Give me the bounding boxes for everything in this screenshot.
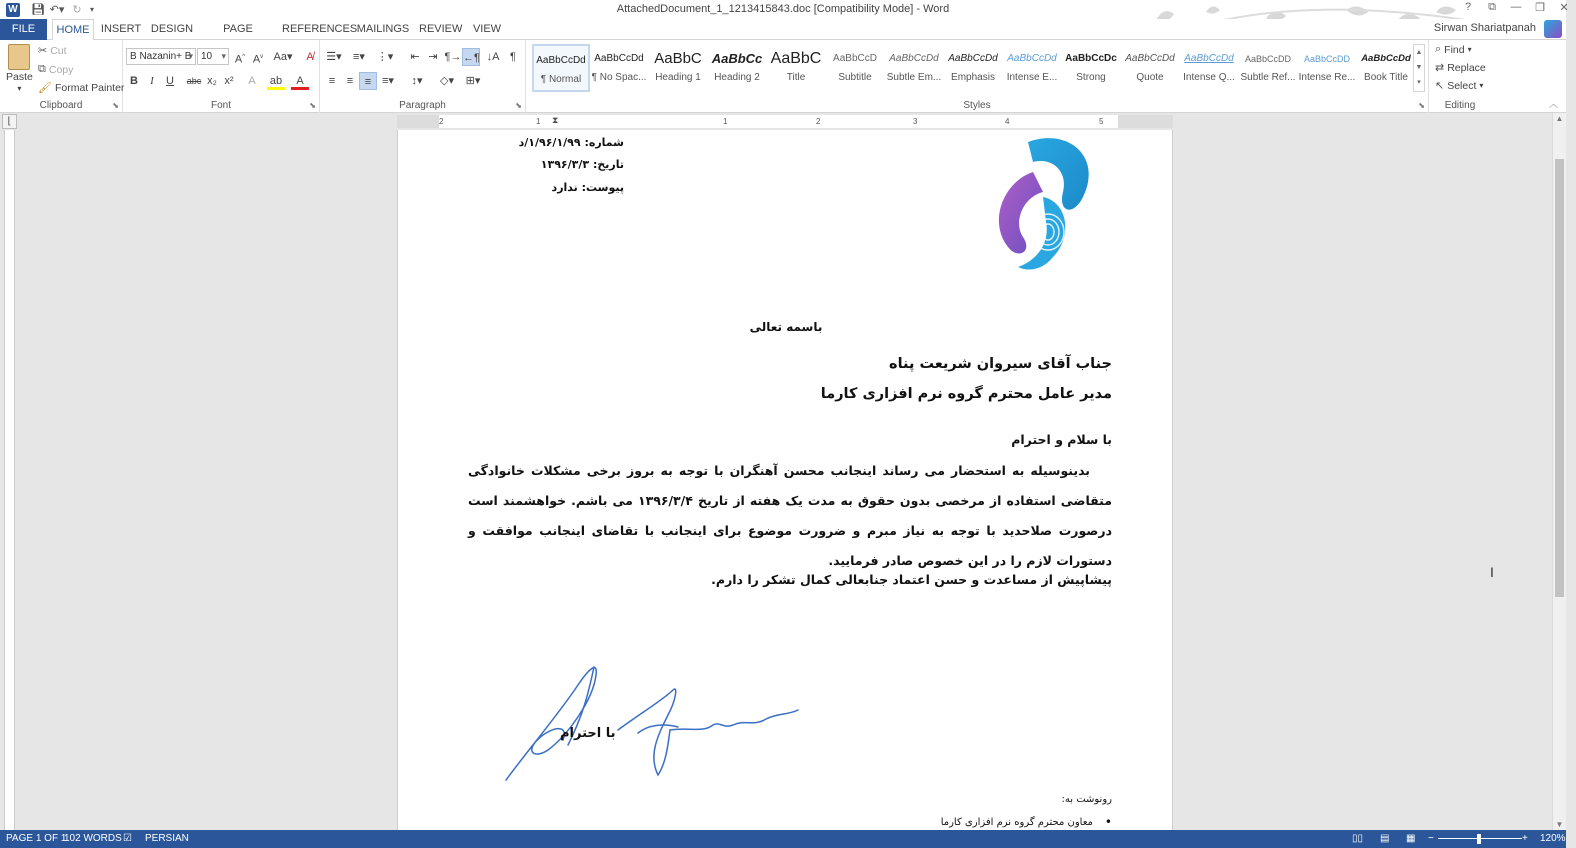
style-name: Quote <box>1136 72 1164 83</box>
closing-text: با احترام <box>560 726 616 741</box>
indent-marker-icon[interactable]: ⧗ <box>552 115 559 125</box>
restore-icon[interactable]: ❐ <box>1535 2 1545 14</box>
tab-review[interactable]: REVIEW <box>419 23 463 35</box>
word-count[interactable]: 102 WORDS <box>64 833 122 844</box>
basmala: باسمه تعالی <box>749 320 823 334</box>
tab-design[interactable]: DESIGN <box>150 23 194 35</box>
font-size-combo[interactable]: 10 ▾ <box>197 48 229 65</box>
style-name: Subtle Em... <box>886 72 942 83</box>
letter-body: بدینوسیله به استحضار می رساند اینجانب محسن آهنگران با توجه به بروز برخی مشکلات خانوادگی متقاضی استفاده از مرخصی بدون حقوق به مدت یک هفته از تاریخ ۱۳۹۶/۳/۴ می باشم. خواهشمند است درصورت صلاحدید با توجه به نیاز مبرم و ضرورت موضوع برای اینجانب با تقاضای اینجانب موافقت و دستورات لازم را در این خصوص صادر فرمایید. <box>468 463 1112 568</box>
paste-label: Paste <box>6 71 33 83</box>
web-layout-icon[interactable]: ▦ <box>1406 833 1416 844</box>
zoom-out-icon[interactable]: − <box>1428 833 1434 844</box>
editing-group <box>1429 40 1491 113</box>
bullets-icon[interactable]: ☰▾ <box>326 51 342 63</box>
style-quote[interactable] <box>1121 44 1179 92</box>
style-preview: AaBbCcDd <box>1125 53 1175 64</box>
zoom-level[interactable]: 120% <box>1540 833 1566 844</box>
copy-label: Copy <box>48 63 74 76</box>
font-group <box>123 40 320 113</box>
style-preview: AaBbCcDD <box>1244 54 1291 64</box>
ruler-number: 1 <box>536 117 541 126</box>
style-name: Subtitle <box>838 72 872 83</box>
collapse-ribbon-icon[interactable]: ︿ <box>1548 99 1558 109</box>
paragraph-group <box>320 40 526 113</box>
vertical-scrollbar[interactable] <box>1552 113 1566 830</box>
style-preview: AaBbCcDd <box>594 53 644 64</box>
page-count[interactable]: PAGE 1 OF 1 <box>6 833 67 844</box>
scroll-down-icon[interactable]: ▼ <box>1555 820 1564 829</box>
style-preview: AaBbCcDD <box>1303 54 1350 64</box>
chevron-down-icon[interactable]: ▼ <box>1415 64 1423 71</box>
sort-icon[interactable]: ↓A <box>486 51 500 63</box>
clipboard-group <box>0 40 123 113</box>
style-normal[interactable] <box>532 44 590 92</box>
chevron-down-icon: ▾ <box>1467 45 1472 54</box>
save-icon[interactable]: 💾︎ <box>31 4 45 16</box>
cc-list-item <box>941 815 1112 829</box>
select-button[interactable] <box>1435 79 1483 92</box>
grow-font-icon[interactable]: A^ <box>234 53 246 66</box>
vertical-ruler[interactable] <box>4 130 15 830</box>
ruler-number: 4 <box>1005 117 1010 126</box>
ruler-number: 3 <box>913 117 918 126</box>
dialog-launcher-icon[interactable]: ⬊ <box>1418 101 1425 110</box>
minimize-icon[interactable]: — <box>1510 1 1522 13</box>
style-no-spacing[interactable] <box>590 44 648 92</box>
style-name: Intense Q... <box>1183 72 1235 83</box>
ribbon <box>0 40 1566 113</box>
dialog-launcher-icon[interactable]: ⬊ <box>112 101 119 110</box>
style-name: Subtle Ref... <box>1240 72 1296 83</box>
shrink-font-icon[interactable]: $A^v$ <box>252 53 264 66</box>
style-name: Emphasis <box>951 72 995 83</box>
user-name[interactable]: Sirwan Shariatpanah <box>1433 22 1536 34</box>
zoom-slider-knob[interactable] <box>1477 834 1481 844</box>
style-preview: AaBbCcDd <box>1361 53 1411 64</box>
chevron-down-icon: ▾ <box>1479 81 1484 90</box>
handwritten-signature <box>498 655 808 785</box>
format-painter-button[interactable] <box>38 81 124 94</box>
style-preview: AaBbCcDd <box>1007 53 1057 64</box>
print-layout-icon[interactable]: ▤ <box>1380 833 1390 844</box>
paste-dropdown-icon: ▾ <box>17 84 22 93</box>
show-formatting-marks-icon[interactable]: ¶ <box>510 51 516 63</box>
style-preview: AaBbCcDc <box>1065 53 1117 64</box>
tab-home[interactable]: HOME <box>52 19 94 41</box>
replace-button[interactable] <box>1435 61 1486 74</box>
horizontal-ruler[interactable] <box>397 115 1173 128</box>
bold-icon[interactable]: B <box>130 75 138 87</box>
find-button[interactable] <box>1435 43 1472 56</box>
word-app-icon[interactable]: W <box>6 3 20 17</box>
style-preview: AaBbC <box>654 50 702 67</box>
ltr-direction-icon[interactable]: ¶→ <box>444 51 462 63</box>
language-indicator[interactable]: PERSIAN <box>145 833 189 844</box>
style-name: ¶ No Spac... <box>591 72 647 83</box>
style-preview: AaBbCcD <box>833 53 877 64</box>
dialog-launcher-icon[interactable]: ⬊ <box>309 101 316 110</box>
style-subtle-emphasis[interactable] <box>885 44 943 92</box>
letter-date: تاریخ: ۱۳۹۶/۳/۳ <box>540 158 624 171</box>
letter-number: شماره: ۱/۹۶/۱/۹۹/د <box>518 136 624 149</box>
window-title: AttachedDocument_1_1213415843.doc [Compatibility Mode] - Word <box>616 3 950 15</box>
rtl-direction-icon[interactable]: ←¶ <box>462 48 480 66</box>
tab-page-layout[interactable]: PAGE <box>223 23 253 35</box>
cut-button[interactable] <box>38 44 67 57</box>
status-bar <box>0 830 1566 848</box>
copy-icon: ⧉ <box>38 63 46 75</box>
paste-icon <box>8 44 30 70</box>
align-center-icon[interactable]: ≡ <box>346 75 354 87</box>
copy-button[interactable] <box>38 63 73 76</box>
chevron-up-icon[interactable]: ▲ <box>1415 49 1423 56</box>
numbering-icon[interactable]: ≡▾ <box>353 51 365 63</box>
editing-group-label: Editing <box>1444 100 1476 111</box>
select-label: Select <box>1447 79 1477 92</box>
style-name: Intense E... <box>1006 72 1058 83</box>
font-name-combo[interactable]: B Nazanin+ B ▾ <box>126 48 196 65</box>
ruler-text-area <box>439 115 1118 128</box>
justify-icon[interactable]: ≡▾ <box>382 75 394 87</box>
replace-icon: ⇄ <box>1435 62 1445 74</box>
cursor-icon: ↖ <box>1435 80 1445 92</box>
cut-label: Cut <box>50 44 67 57</box>
help-icon[interactable]: ? <box>1464 1 1472 13</box>
style-heading-1[interactable] <box>649 44 707 92</box>
read-mode-icon[interactable]: ▯▯ <box>1352 833 1364 844</box>
tab-references[interactable]: REFERENCES <box>282 23 358 35</box>
line-spacing-icon[interactable]: ↕▾ <box>411 75 423 87</box>
align-left-icon[interactable]: ≡ <box>328 75 336 87</box>
font-group-label: Font <box>210 100 231 111</box>
style-intense-quote[interactable] <box>1180 44 1238 92</box>
style-name: Heading 1 <box>655 72 701 83</box>
style-preview: AaBbCcDd <box>948 53 998 64</box>
style-heading-2[interactable] <box>708 44 766 92</box>
italic-icon[interactable]: I <box>150 75 154 87</box>
borders-icon[interactable]: ⊞▾ <box>465 75 481 87</box>
style-name: Title <box>786 72 806 83</box>
replace-label: Replace <box>1447 61 1486 74</box>
style-emphasis[interactable] <box>944 44 1002 92</box>
scroll-up-icon[interactable]: ▲ <box>1555 114 1564 123</box>
style-subtitle[interactable] <box>826 44 884 92</box>
window-controls <box>1456 1 1576 14</box>
zoom-in-icon[interactable]: + <box>1522 833 1528 844</box>
change-case-icon[interactable]: Aa▾ <box>273 51 293 63</box>
undo-icon[interactable]: ↶▾ <box>49 4 65 16</box>
more-icon[interactable]: ▾ <box>1417 79 1421 86</box>
decrease-indent-icon[interactable]: ⇤ <box>410 51 420 63</box>
dialog-launcher-icon[interactable]: ⬊ <box>515 101 522 110</box>
cc-label: رونوشت به: <box>1061 794 1112 805</box>
align-right-icon[interactable]: ≡ <box>359 72 377 90</box>
underline-icon[interactable]: U <box>166 75 174 87</box>
styles-gallery <box>530 44 1412 94</box>
highlight-color-icon[interactable]: ab <box>267 72 285 90</box>
shading-icon[interactable]: ◇▾ <box>440 75 454 87</box>
tab-view[interactable]: VIEW <box>472 23 502 35</box>
style-book-title[interactable] <box>1357 44 1415 92</box>
style-subtle-reference[interactable] <box>1239 44 1297 92</box>
ruler-number: 5 <box>1099 117 1104 126</box>
ruler-number: 2 <box>816 117 821 126</box>
style-preview: AaBbCcDd <box>1184 53 1234 64</box>
style-name: Heading 2 <box>714 72 760 83</box>
find-label: Find <box>1444 43 1465 56</box>
clipboard-group-label: Clipboard <box>39 100 83 111</box>
ruler-number: 1 <box>723 117 728 126</box>
ruler-row <box>0 113 1566 130</box>
document-page[interactable] <box>397 130 1173 830</box>
superscript-icon[interactable]: x² <box>224 75 234 87</box>
mouse-cursor-icon: I <box>1490 564 1494 580</box>
style-preview: AaBbCc <box>711 51 763 66</box>
ribbon-display-icon[interactable]: ⧉ <box>1488 1 1496 13</box>
style-title[interactable] <box>767 44 825 92</box>
strikethrough-icon[interactable]: abc <box>186 76 202 86</box>
tab-mailings[interactable]: MAILINGS <box>356 23 410 35</box>
ruler-text-area <box>4 130 15 830</box>
font-color-icon[interactable]: A <box>291 72 309 90</box>
addressee-name: جناب آقای سیروان شریعت پناه <box>889 356 1112 372</box>
brush-icon: 🖌︎ <box>38 82 52 94</box>
subscript-icon[interactable]: x₂ <box>207 75 217 87</box>
title-bar <box>0 0 1569 19</box>
style-preview: AaBbC <box>770 50 822 67</box>
scrollbar-thumb[interactable] <box>1555 159 1564 597</box>
redo-icon[interactable]: ↻ <box>72 4 82 16</box>
clear-formatting-icon[interactable]: A̸ <box>306 51 314 63</box>
style-intense-reference[interactable] <box>1298 44 1356 92</box>
paragraph-group-label: Paragraph <box>399 100 446 111</box>
addressee-title: مدیر عامل محترم گروه نرم افزاری کارما <box>820 386 1112 402</box>
binoculars-icon: ⌕ <box>1435 43 1442 55</box>
paste-button[interactable] <box>6 44 33 93</box>
bullet-icon: • <box>1104 815 1112 829</box>
cc-recipient: معاون محترم گروه نرم افزاری کارما <box>940 816 1093 828</box>
tab-insert[interactable]: INSERT <box>100 23 142 35</box>
customize-qat-icon[interactable]: ▾ <box>89 5 94 14</box>
scissors-icon: ✂ <box>38 45 48 57</box>
format-painter-label: Format Painter <box>54 81 125 94</box>
thanks-line: پیشاپیش از مساعدت و حسن اعتماد جنابعالی کمال تشکر را دارم. <box>711 572 1112 587</box>
close-icon[interactable]: ✕ <box>1559 2 1569 14</box>
letter-attachment: پیوست: ندارد <box>551 181 624 194</box>
style-intense-emphasis[interactable] <box>1003 44 1061 92</box>
styles-group-label: Styles <box>963 100 991 111</box>
style-preview: AaBbCcDd <box>889 53 939 64</box>
style-preview: AaBbCcDd <box>536 55 586 66</box>
increase-indent-icon[interactable]: ⇥ <box>428 51 438 63</box>
style-strong[interactable] <box>1062 44 1120 92</box>
ribbon-tabs <box>0 19 1566 40</box>
company-logo <box>988 132 1098 277</box>
style-name: Strong <box>1076 72 1106 83</box>
style-name: Book Title <box>1364 72 1408 83</box>
multilevel-list-icon[interactable]: ⋮▾ <box>376 51 394 63</box>
avatar[interactable] <box>1544 20 1562 38</box>
text-effects-icon[interactable]: A <box>248 75 256 87</box>
greeting: با سلام و احترام <box>1011 432 1112 447</box>
styles-gallery-scroll[interactable] <box>1413 44 1425 92</box>
tab-file[interactable]: FILE <box>0 19 47 40</box>
tab-selector[interactable]: ⌊ <box>2 114 17 129</box>
style-name: Intense Re... <box>1298 72 1356 83</box>
style-name: ¶ Normal <box>540 74 582 85</box>
ruler-number: 2 <box>439 117 444 126</box>
proofing-icon[interactable]: ☑ <box>123 833 132 844</box>
